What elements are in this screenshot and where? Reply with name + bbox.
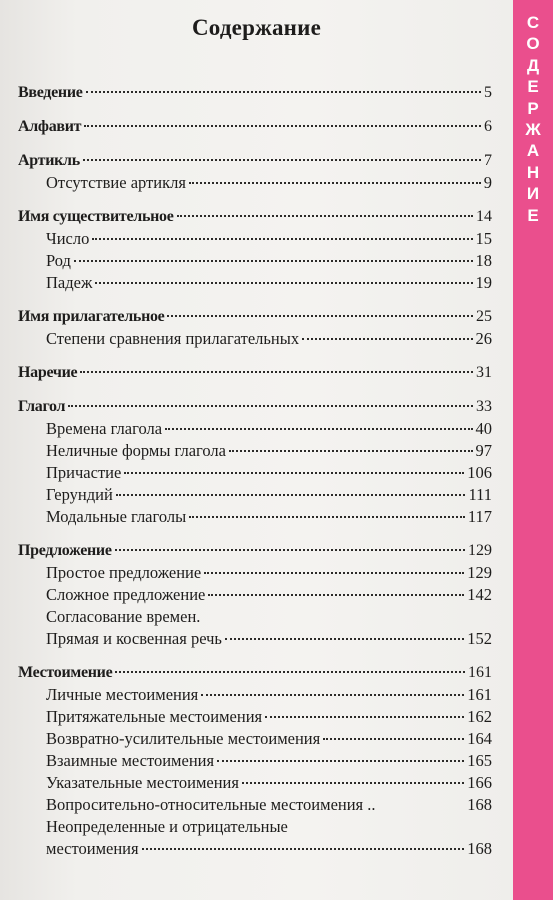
toc-entry-page-number: 14 xyxy=(476,208,492,225)
toc-subsection-entry xyxy=(18,628,492,650)
dot-leader xyxy=(242,782,464,784)
dot-leader xyxy=(86,91,481,93)
dot-leader xyxy=(201,694,464,696)
dot-leader xyxy=(84,125,481,127)
toc-entry-page-number: 166 xyxy=(467,773,492,792)
dot-leader xyxy=(165,428,472,430)
toc-subsection-entry xyxy=(18,228,492,250)
toc-entry-title: Алфавит xyxy=(18,118,82,135)
toc-entry-title: Отсутствие артикля xyxy=(46,173,186,192)
dot-leader xyxy=(92,238,472,240)
dot-leader xyxy=(177,215,473,217)
toc-entry-page-number: 142 xyxy=(467,585,492,604)
section-tab-letter: Ж xyxy=(525,119,541,139)
toc-entry-title: Местоимение xyxy=(18,664,113,681)
toc-subsection-entry xyxy=(18,606,492,628)
toc-entry-page-number: 15 xyxy=(475,229,492,248)
toc-entry-title: Указательные местоимения xyxy=(46,773,239,792)
toc-entry-page-number: 40 xyxy=(475,419,492,438)
toc-entry-page-number: 7 xyxy=(484,152,492,169)
toc-entry-title: Времена глагола xyxy=(46,419,163,438)
toc-entry-page-number: 164 xyxy=(467,729,492,748)
toc-section-entry xyxy=(18,306,492,328)
toc-subsection-entry xyxy=(18,584,492,606)
toc-entry-page-number: 33 xyxy=(476,398,492,415)
toc-subsection-entry xyxy=(18,172,492,194)
toc-entry-page-number: 168 xyxy=(467,839,492,858)
toc-entry-title: Простое предложение xyxy=(46,563,202,582)
dot-leader xyxy=(229,450,473,452)
toc-entry-title: Прямая и косвенная речь xyxy=(46,629,222,648)
dot-leader xyxy=(68,405,473,407)
toc-subsection-entry xyxy=(18,462,492,484)
toc-entry-title: Притяжательные местоимения xyxy=(46,707,263,726)
section-tab-letter: А xyxy=(526,141,540,161)
toc-subsection-entry xyxy=(18,750,492,772)
toc-entry-page-number: 106 xyxy=(467,463,492,482)
toc-entry-title: Модальные глаголы xyxy=(46,507,187,526)
toc-subsection-entry xyxy=(18,440,492,462)
toc-entry-title: Вопросительно-относительные местоимения .. xyxy=(46,795,376,814)
section-tab-letter: И xyxy=(526,184,540,204)
toc-section-entry xyxy=(18,396,492,418)
toc-section-entry xyxy=(18,150,492,172)
toc-section-entry xyxy=(18,82,492,104)
dot-leader xyxy=(167,315,473,317)
toc-entry-title: Имя существительное xyxy=(18,208,174,225)
section-tab-letter: Н xyxy=(526,162,540,182)
dot-leader xyxy=(208,594,464,596)
toc-entry-title: Степени сравнения прилагательных xyxy=(46,329,300,348)
toc-entry-title: Имя прилагательное xyxy=(18,308,165,325)
toc-entry-title: Падеж xyxy=(46,273,93,292)
toc-section-entry xyxy=(18,116,492,138)
toc-subsection-entry xyxy=(18,328,492,350)
toc-entry-page-number: 5 xyxy=(484,84,492,101)
toc-entry-title: Артикль xyxy=(18,152,80,169)
toc-entry-title: Число xyxy=(46,229,90,248)
toc-entry-page-number: 152 xyxy=(467,629,492,648)
toc-subsection-entry xyxy=(18,484,492,506)
section-tab-letter: Е xyxy=(527,77,539,97)
toc-entry-page-number: 161 xyxy=(468,664,492,681)
toc-section-entry xyxy=(18,540,492,562)
dot-leader xyxy=(189,516,465,518)
dot-leader xyxy=(116,494,466,496)
toc-entry-page-number: 168 xyxy=(467,795,492,814)
toc-subsection-entry xyxy=(18,772,492,794)
toc-entry-page-number: 31 xyxy=(476,364,492,381)
toc-entry-page-number: 129 xyxy=(468,542,492,559)
toc-section-entry xyxy=(18,362,492,384)
page-title: Содержание xyxy=(192,15,321,40)
dot-leader xyxy=(115,671,465,673)
toc-subsection-entry xyxy=(18,728,492,750)
toc-entry-title: Предложение xyxy=(18,542,112,559)
toc-entry-page-number: 129 xyxy=(467,563,492,582)
toc-entry-title: Сложное предложение xyxy=(46,585,206,604)
dot-leader xyxy=(83,159,481,161)
dot-leader xyxy=(80,371,473,373)
toc-entry-title: Неопределенные и отрицательные xyxy=(46,817,288,836)
toc-entry-title: Род xyxy=(46,251,71,270)
toc-entry-page-number: 25 xyxy=(476,308,492,325)
toc-entry-page-number: 111 xyxy=(468,485,492,504)
toc-entry-title: Глагол xyxy=(18,398,66,415)
toc-entry-page-number: 165 xyxy=(467,751,492,770)
toc-entry-title: Герундий xyxy=(46,485,113,504)
toc-subsection-entry xyxy=(18,272,492,294)
section-tab-letter: О xyxy=(526,34,540,54)
dot-leader xyxy=(302,338,472,340)
toc-subsection-entry xyxy=(18,684,492,706)
section-tab-letter: С xyxy=(526,13,540,32)
toc-subsection-entry xyxy=(18,506,492,528)
toc-entry-page-number: 6 xyxy=(484,118,492,135)
toc-entry-title: Личные местоимения xyxy=(46,685,199,704)
toc-section-entry xyxy=(18,206,492,228)
toc-subsection-entry xyxy=(18,250,492,272)
toc-subsection-entry xyxy=(18,562,492,584)
dot-leader xyxy=(74,260,473,262)
toc-entry-page-number: 97 xyxy=(475,441,492,460)
table-of-contents xyxy=(18,82,492,860)
dot-leader xyxy=(204,572,464,574)
toc-entry-title: Наречие xyxy=(18,364,78,381)
dot-leader xyxy=(189,182,481,184)
dot-leader xyxy=(115,549,465,551)
toc-entry-title: Взаимные местоимения xyxy=(46,751,215,770)
toc-subsection-entry xyxy=(18,794,492,816)
section-tab-letter: Е xyxy=(527,205,539,225)
toc-entry-title: местоимения xyxy=(46,839,139,858)
toc-entry-page-number: 9 xyxy=(483,173,492,192)
toc-entry-title: Причастие xyxy=(46,463,122,482)
toc-subsection-entry xyxy=(18,816,492,860)
toc-section-entry xyxy=(18,662,492,684)
toc-entry-page-number: 117 xyxy=(467,507,492,526)
dot-leader xyxy=(323,738,464,740)
section-tab-letter: Д xyxy=(526,55,540,75)
section-tab-label xyxy=(513,12,553,226)
dot-leader xyxy=(142,848,465,850)
toc-entry-title: Введение xyxy=(18,84,83,101)
section-tab xyxy=(513,0,553,900)
dot-leader xyxy=(225,638,464,640)
toc-subsection-entry xyxy=(18,418,492,440)
toc-entry-title: Возвратно-усилительные местоимения xyxy=(46,729,321,748)
dot-leader xyxy=(217,760,464,762)
toc-entry-title: Согласование времен. xyxy=(46,607,201,626)
dot-leader xyxy=(265,716,464,718)
toc-entry-title: Неличные формы глагола xyxy=(46,441,226,460)
toc-entry-page-number: 162 xyxy=(467,707,492,726)
dot-leader xyxy=(124,472,464,474)
toc-entry-page-number: 18 xyxy=(475,251,492,270)
toc-subsection-entry xyxy=(18,706,492,728)
toc-entry-page-number: 26 xyxy=(475,329,492,348)
toc-entry-page-number: 19 xyxy=(475,273,492,292)
section-tab-letter: Р xyxy=(527,98,539,118)
dot-leader xyxy=(95,282,472,284)
toc-entry-page-number: 161 xyxy=(467,685,492,704)
